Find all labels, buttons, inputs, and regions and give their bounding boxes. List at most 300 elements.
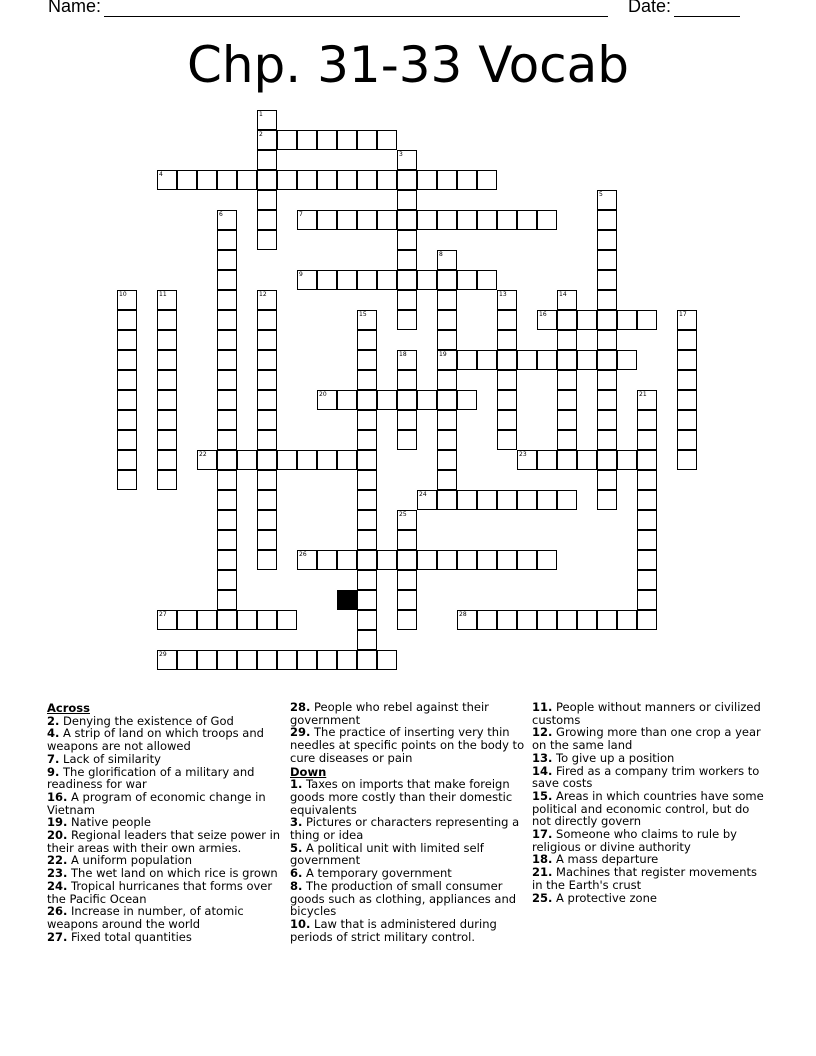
crossword-cell[interactable] bbox=[397, 250, 417, 270]
crossword-cell[interactable] bbox=[617, 350, 637, 370]
crossword-cell[interactable] bbox=[577, 310, 597, 330]
crossword-cell[interactable] bbox=[597, 370, 617, 390]
crossword-cell[interactable] bbox=[637, 390, 657, 410]
clue-item bbox=[290, 918, 526, 943]
clue-item-number: 17. bbox=[532, 827, 553, 842]
crossword-cell[interactable] bbox=[397, 210, 417, 230]
crossword-cell[interactable] bbox=[457, 350, 477, 370]
crossword-cell[interactable] bbox=[497, 550, 517, 570]
crossword-cell[interactable] bbox=[257, 650, 277, 670]
crossword-cell[interactable] bbox=[417, 550, 437, 570]
crossword-cell[interactable] bbox=[577, 350, 597, 370]
crossword-cell[interactable] bbox=[477, 350, 497, 370]
crossword-cell[interactable] bbox=[197, 450, 217, 470]
crossword-cell[interactable] bbox=[257, 470, 277, 490]
crossword-cell[interactable] bbox=[317, 210, 337, 230]
crossword-cell[interactable] bbox=[537, 490, 557, 510]
crossword-cell[interactable] bbox=[517, 610, 537, 630]
crossword-cell[interactable] bbox=[637, 510, 657, 530]
crossword-cell[interactable] bbox=[117, 410, 137, 430]
crossword-cell[interactable] bbox=[677, 350, 697, 370]
crossword-cell[interactable] bbox=[357, 410, 377, 430]
crossword-cell[interactable] bbox=[557, 390, 577, 410]
crossword-cell[interactable] bbox=[157, 350, 177, 370]
crossword-cell[interactable] bbox=[117, 350, 137, 370]
crossword-cell[interactable] bbox=[357, 510, 377, 530]
crossword-cell[interactable] bbox=[477, 610, 497, 630]
crossword-cell[interactable] bbox=[397, 590, 417, 610]
crossword-cell[interactable] bbox=[437, 410, 457, 430]
crossword-cell[interactable] bbox=[337, 650, 357, 670]
crossword-cell[interactable] bbox=[157, 610, 177, 630]
crossword-cell[interactable] bbox=[217, 330, 237, 350]
crossword-cell[interactable] bbox=[297, 650, 317, 670]
crossword-cell[interactable] bbox=[337, 450, 357, 470]
crossword-cell[interactable] bbox=[357, 490, 377, 510]
crossword-cell[interactable] bbox=[497, 430, 517, 450]
crossword-cell[interactable] bbox=[297, 130, 317, 150]
clue-item-text: The glorification of a military and readiness for war bbox=[47, 764, 255, 792]
crossword-cell[interactable] bbox=[437, 430, 457, 450]
crossword-cell[interactable] bbox=[457, 610, 477, 630]
crossword-cell[interactable] bbox=[397, 510, 417, 530]
clue-item bbox=[290, 816, 526, 841]
crossword-cell[interactable] bbox=[277, 650, 297, 670]
crossword-cell[interactable] bbox=[497, 350, 517, 370]
crossword-cell[interactable] bbox=[677, 330, 697, 350]
crossword-cell[interactable] bbox=[417, 490, 437, 510]
crossword-cell[interactable] bbox=[457, 390, 477, 410]
crossword-cell[interactable] bbox=[317, 650, 337, 670]
crossword-cell[interactable] bbox=[217, 590, 237, 610]
crossword-cell[interactable] bbox=[557, 290, 577, 310]
crossword-cell[interactable] bbox=[537, 350, 557, 370]
crossword-cell[interactable] bbox=[317, 550, 337, 570]
clue-number: 27 bbox=[159, 611, 167, 618]
crossword-cell[interactable] bbox=[637, 590, 657, 610]
crossword-cell[interactable] bbox=[297, 170, 317, 190]
clue-item-text: To give up a position bbox=[552, 750, 675, 765]
crossword-cell[interactable] bbox=[537, 550, 557, 570]
crossword-cell[interactable] bbox=[217, 490, 237, 510]
crossword-cell[interactable] bbox=[217, 170, 237, 190]
crossword-cell[interactable] bbox=[317, 450, 337, 470]
crossword-cell[interactable] bbox=[577, 610, 597, 630]
crossword-cell[interactable] bbox=[577, 450, 597, 470]
crossword-cell[interactable] bbox=[437, 290, 457, 310]
crossword-cell[interactable] bbox=[457, 270, 477, 290]
crossword-cell[interactable] bbox=[597, 350, 617, 370]
crossword-cell[interactable] bbox=[497, 390, 517, 410]
crossword-cell[interactable] bbox=[517, 210, 537, 230]
crossword-cell[interactable] bbox=[117, 310, 137, 330]
crossword-cell[interactable] bbox=[437, 270, 457, 290]
crossword-cell[interactable] bbox=[497, 410, 517, 430]
crossword-cell[interactable] bbox=[257, 190, 277, 210]
clue-number: 7 bbox=[299, 211, 303, 218]
crossword-cell[interactable] bbox=[177, 650, 197, 670]
crossword-cell[interactable] bbox=[637, 410, 657, 430]
crossword-cell[interactable] bbox=[557, 370, 577, 390]
crossword-cell[interactable] bbox=[397, 290, 417, 310]
clue-item-number: 21. bbox=[532, 865, 553, 880]
crossword-cell[interactable] bbox=[297, 270, 317, 290]
crossword-cell[interactable] bbox=[597, 230, 617, 250]
crossword-cell[interactable] bbox=[117, 290, 137, 310]
crossword-cell[interactable] bbox=[317, 270, 337, 290]
crossword-cell[interactable] bbox=[237, 610, 257, 630]
crossword-cell[interactable] bbox=[257, 490, 277, 510]
crossword-cell[interactable] bbox=[597, 270, 617, 290]
crossword-cell[interactable] bbox=[157, 390, 177, 410]
crossword-cell[interactable] bbox=[597, 610, 617, 630]
clue-number: 28 bbox=[459, 611, 467, 618]
crossword-cell[interactable] bbox=[437, 330, 457, 350]
crossword-cell[interactable] bbox=[217, 570, 237, 590]
crossword-cell[interactable] bbox=[637, 530, 657, 550]
crossword-cell[interactable] bbox=[377, 650, 397, 670]
crossword-cell[interactable] bbox=[517, 490, 537, 510]
crossword-cell[interactable] bbox=[497, 290, 517, 310]
crossword-cell[interactable] bbox=[357, 350, 377, 370]
crossword-cell[interactable] bbox=[437, 370, 457, 390]
crossword-cell[interactable] bbox=[357, 370, 377, 390]
crossword-cell[interactable] bbox=[597, 490, 617, 510]
crossword-cell[interactable] bbox=[257, 290, 277, 310]
crossword-cell[interactable] bbox=[217, 290, 237, 310]
crossword-cell[interactable] bbox=[437, 550, 457, 570]
crossword-cell[interactable] bbox=[537, 610, 557, 630]
crossword-cell[interactable] bbox=[397, 150, 417, 170]
clue-item-number: 11. bbox=[532, 700, 553, 714]
crossword-cell[interactable] bbox=[437, 390, 457, 410]
crossword-cell[interactable] bbox=[537, 450, 557, 470]
crossword-cell[interactable] bbox=[677, 450, 697, 470]
crossword-cell[interactable] bbox=[357, 470, 377, 490]
crossword-cell[interactable] bbox=[637, 470, 657, 490]
crossword-cell[interactable] bbox=[257, 170, 277, 190]
crossword-cell[interactable] bbox=[397, 170, 417, 190]
crossword-cell[interactable] bbox=[257, 330, 277, 350]
crossword-cell[interactable] bbox=[157, 370, 177, 390]
crossword-cell[interactable] bbox=[237, 450, 257, 470]
clue-number: 13 bbox=[499, 291, 507, 298]
crossword-cell[interactable] bbox=[437, 490, 457, 510]
crossword-cell[interactable] bbox=[437, 210, 457, 230]
clue-number: 26 bbox=[299, 551, 307, 558]
crossword-cell[interactable] bbox=[157, 430, 177, 450]
crossword-cell[interactable] bbox=[357, 390, 377, 410]
crossword-cell[interactable] bbox=[477, 210, 497, 230]
crossword-cell[interactable] bbox=[437, 350, 457, 370]
crossword-cell[interactable] bbox=[217, 530, 237, 550]
crossword-cell[interactable] bbox=[357, 130, 377, 150]
crossword-cell[interactable] bbox=[357, 590, 377, 610]
crossword-cell[interactable] bbox=[117, 430, 137, 450]
crossword-cell[interactable] bbox=[417, 210, 437, 230]
crossword-cell[interactable] bbox=[117, 390, 137, 410]
crossword-cell[interactable] bbox=[357, 310, 377, 330]
crossword-cell[interactable] bbox=[397, 570, 417, 590]
crossword-cell[interactable] bbox=[597, 290, 617, 310]
crossword-cell[interactable] bbox=[497, 370, 517, 390]
crossword-cell[interactable] bbox=[117, 330, 137, 350]
crossword-cell[interactable] bbox=[217, 450, 237, 470]
crossword-cell[interactable] bbox=[317, 170, 337, 190]
crossword-cell[interactable] bbox=[337, 550, 357, 570]
crossword-cell[interactable] bbox=[177, 170, 197, 190]
crossword-cell[interactable] bbox=[257, 550, 277, 570]
crossword-cell[interactable] bbox=[357, 630, 377, 650]
crossword-cell[interactable] bbox=[497, 610, 517, 630]
clue-item-number: 27. bbox=[47, 929, 68, 944]
crossword-cell[interactable] bbox=[257, 510, 277, 530]
crossword-cell[interactable] bbox=[277, 450, 297, 470]
crossword-cell[interactable] bbox=[157, 170, 177, 190]
crossword-cell[interactable] bbox=[357, 210, 377, 230]
crossword-cell[interactable] bbox=[217, 470, 237, 490]
crossword-cell[interactable] bbox=[637, 550, 657, 570]
crossword-cell[interactable] bbox=[257, 370, 277, 390]
crossword-cell[interactable] bbox=[597, 430, 617, 450]
crossword-cell[interactable] bbox=[217, 610, 237, 630]
crossword-cell[interactable] bbox=[477, 550, 497, 570]
crossword-cell[interactable] bbox=[257, 350, 277, 370]
crossword-cell[interactable] bbox=[397, 190, 417, 210]
crossword-cell[interactable] bbox=[357, 330, 377, 350]
crossword-cell[interactable] bbox=[397, 410, 417, 430]
crossword-cell[interactable] bbox=[557, 310, 577, 330]
crossword-cell[interactable] bbox=[677, 430, 697, 450]
crossword-cell[interactable] bbox=[357, 270, 377, 290]
crossword-cell[interactable] bbox=[337, 270, 357, 290]
crossword-cell[interactable] bbox=[617, 310, 637, 330]
crossword-cell[interactable] bbox=[677, 370, 697, 390]
crossword-cell[interactable] bbox=[497, 330, 517, 350]
clue-item bbox=[290, 842, 526, 867]
crossword-cell[interactable] bbox=[557, 430, 577, 450]
crossword-cell[interactable] bbox=[537, 210, 557, 230]
crossword-cell[interactable] bbox=[597, 250, 617, 270]
crossword-cell[interactable] bbox=[357, 450, 377, 470]
crossword-cell[interactable] bbox=[257, 110, 277, 130]
crossword-cell[interactable] bbox=[457, 170, 477, 190]
crossword-cell[interactable] bbox=[357, 610, 377, 630]
crossword-cell[interactable] bbox=[217, 210, 237, 230]
crossword-cell[interactable] bbox=[297, 550, 317, 570]
crossword-cell[interactable] bbox=[217, 550, 237, 570]
crossword-cell[interactable] bbox=[297, 210, 317, 230]
crossword-cell[interactable] bbox=[397, 370, 417, 390]
crossword-cell[interactable] bbox=[257, 230, 277, 250]
crossword-cell[interactable] bbox=[597, 330, 617, 350]
crossword-cell[interactable] bbox=[257, 150, 277, 170]
crossword-cell[interactable] bbox=[237, 170, 257, 190]
crossword-cell[interactable] bbox=[217, 250, 237, 270]
crossword-cell[interactable] bbox=[157, 470, 177, 490]
crossword-cell[interactable] bbox=[157, 310, 177, 330]
crossword-cell[interactable] bbox=[617, 450, 637, 470]
crossword-cell[interactable] bbox=[637, 450, 657, 470]
crossword-cell[interactable] bbox=[277, 170, 297, 190]
crossword-cell[interactable] bbox=[217, 270, 237, 290]
crossword-cell[interactable] bbox=[217, 370, 237, 390]
crossword-cell[interactable] bbox=[377, 550, 397, 570]
crossword-cell[interactable] bbox=[257, 430, 277, 450]
crossword-cell[interactable] bbox=[597, 190, 617, 210]
clue-item-text: A protective zone bbox=[552, 890, 657, 905]
crossword-cell[interactable] bbox=[597, 390, 617, 410]
crossword-cell[interactable] bbox=[117, 470, 137, 490]
crossword-cell[interactable] bbox=[377, 170, 397, 190]
clue-item-text: Fixed total quantities bbox=[67, 929, 192, 944]
crossword-cell[interactable] bbox=[157, 410, 177, 430]
crossword-cell[interactable] bbox=[217, 230, 237, 250]
crossword-cell[interactable] bbox=[397, 390, 417, 410]
crossword-cell[interactable] bbox=[397, 550, 417, 570]
crossword-cell[interactable] bbox=[397, 350, 417, 370]
crossword-cell[interactable] bbox=[677, 310, 697, 330]
crossword-cell[interactable] bbox=[217, 650, 237, 670]
crossword-cell[interactable] bbox=[377, 210, 397, 230]
crossword-cell[interactable] bbox=[397, 270, 417, 290]
crossword-cell[interactable] bbox=[417, 170, 437, 190]
clue-number: 8 bbox=[439, 251, 443, 258]
crossword-cell[interactable] bbox=[557, 490, 577, 510]
crossword-cell[interactable] bbox=[677, 390, 697, 410]
crossword-cell[interactable] bbox=[497, 310, 517, 330]
crossword-cell[interactable] bbox=[557, 410, 577, 430]
crossword-cell[interactable] bbox=[417, 390, 437, 410]
crossword-cell[interactable] bbox=[157, 290, 177, 310]
crossword-cell[interactable] bbox=[597, 310, 617, 330]
crossword-cell[interactable] bbox=[417, 270, 437, 290]
clue-item-text: Machines that register movements in the Earth's crust bbox=[532, 865, 758, 892]
crossword-cell[interactable] bbox=[217, 410, 237, 430]
crossword-cell[interactable] bbox=[197, 610, 217, 630]
crossword-cell[interactable] bbox=[337, 170, 357, 190]
crossword-cell[interactable] bbox=[377, 270, 397, 290]
crossword-cell[interactable] bbox=[437, 250, 457, 270]
crossword-cell[interactable] bbox=[157, 330, 177, 350]
crossword-cell[interactable] bbox=[257, 610, 277, 630]
crossword-cell[interactable] bbox=[197, 170, 217, 190]
crossword-cell[interactable] bbox=[397, 230, 417, 250]
crossword-cell[interactable] bbox=[297, 450, 317, 470]
crossword-cell[interactable] bbox=[357, 550, 377, 570]
crossword-cell[interactable] bbox=[217, 350, 237, 370]
crossword-cell[interactable] bbox=[357, 170, 377, 190]
crossword-cell[interactable] bbox=[317, 130, 337, 150]
crossword-cell[interactable] bbox=[317, 390, 337, 410]
clue-item-number: 12. bbox=[532, 725, 553, 740]
crossword-cell[interactable] bbox=[357, 530, 377, 550]
crossword-cell[interactable] bbox=[257, 130, 277, 150]
crossword-cell[interactable] bbox=[157, 650, 177, 670]
crossword-cell[interactable] bbox=[637, 490, 657, 510]
crossword-cell[interactable] bbox=[337, 390, 357, 410]
crossword-cell[interactable] bbox=[397, 610, 417, 630]
crossword-cell[interactable] bbox=[597, 410, 617, 430]
crossword-cell[interactable] bbox=[637, 310, 657, 330]
crossword-cell[interactable] bbox=[457, 550, 477, 570]
crossword-cell[interactable] bbox=[557, 350, 577, 370]
crossword-cell[interactable] bbox=[637, 570, 657, 590]
crossword-cell[interactable] bbox=[157, 450, 177, 470]
crossword-cell[interactable] bbox=[637, 610, 657, 630]
crossword-cell[interactable] bbox=[437, 470, 457, 490]
crossword-cell[interactable] bbox=[597, 470, 617, 490]
crossword-cell[interactable] bbox=[617, 610, 637, 630]
crossword-cell[interactable] bbox=[337, 130, 357, 150]
crossword-cell[interactable] bbox=[217, 390, 237, 410]
crossword-cell[interactable] bbox=[457, 490, 477, 510]
crossword-cell[interactable] bbox=[217, 310, 237, 330]
crossword-cell[interactable] bbox=[257, 390, 277, 410]
crossword-cell[interactable] bbox=[337, 210, 357, 230]
crossword-cell[interactable] bbox=[517, 550, 537, 570]
crossword-cell[interactable] bbox=[537, 310, 557, 330]
clue-number: 1 bbox=[259, 111, 263, 118]
crossword-cell[interactable] bbox=[437, 170, 457, 190]
crossword-cell[interactable] bbox=[457, 210, 477, 230]
page-title: Chp. 31-33 Vocab bbox=[186, 36, 630, 94]
crossword-cell[interactable] bbox=[437, 450, 457, 470]
crossword-cell[interactable] bbox=[117, 370, 137, 390]
crossword-cell[interactable] bbox=[277, 610, 297, 630]
crossword-cell[interactable] bbox=[597, 210, 617, 230]
clue-item bbox=[290, 726, 526, 764]
crossword-cell[interactable] bbox=[117, 450, 137, 470]
crossword-cell[interactable] bbox=[477, 170, 497, 190]
crossword-cell[interactable] bbox=[477, 490, 497, 510]
crossword-cell[interactable] bbox=[557, 330, 577, 350]
crossword-cell[interactable] bbox=[637, 430, 657, 450]
crossword-cell[interactable] bbox=[377, 390, 397, 410]
crossword-cell[interactable] bbox=[357, 570, 377, 590]
crossword-cell[interactable] bbox=[197, 650, 217, 670]
crossword-cell[interactable] bbox=[257, 450, 277, 470]
crossword-cell[interactable] bbox=[217, 430, 237, 450]
crossword-cell[interactable] bbox=[557, 610, 577, 630]
crossword-cell[interactable] bbox=[397, 530, 417, 550]
crossword-cell[interactable] bbox=[257, 530, 277, 550]
crossword-cell[interactable] bbox=[517, 450, 537, 470]
crossword-cell[interactable] bbox=[497, 490, 517, 510]
crossword-cell[interactable] bbox=[397, 310, 417, 330]
clue-number: 9 bbox=[299, 271, 303, 278]
crossword-cell[interactable] bbox=[257, 310, 277, 330]
crossword-cell[interactable] bbox=[497, 210, 517, 230]
crossword-cell[interactable] bbox=[557, 450, 577, 470]
crossword-cell[interactable] bbox=[177, 610, 197, 630]
crossword-cell[interactable] bbox=[257, 410, 277, 430]
crossword-cell[interactable] bbox=[217, 510, 237, 530]
crossword-cell[interactable] bbox=[517, 350, 537, 370]
clue-number: 29 bbox=[159, 651, 167, 658]
crossword-cell[interactable] bbox=[437, 310, 457, 330]
crossword-cell[interactable] bbox=[357, 650, 377, 670]
crossword-cell[interactable] bbox=[477, 270, 497, 290]
crossword-cell[interactable] bbox=[397, 430, 417, 450]
crossword-cell[interactable] bbox=[257, 210, 277, 230]
crossword-cell[interactable] bbox=[277, 130, 297, 150]
crossword-cell[interactable] bbox=[597, 450, 617, 470]
crossword-cell[interactable] bbox=[677, 410, 697, 430]
crossword-cell[interactable] bbox=[377, 130, 397, 150]
crossword-cell[interactable] bbox=[237, 650, 257, 670]
crossword-cell[interactable] bbox=[357, 430, 377, 450]
